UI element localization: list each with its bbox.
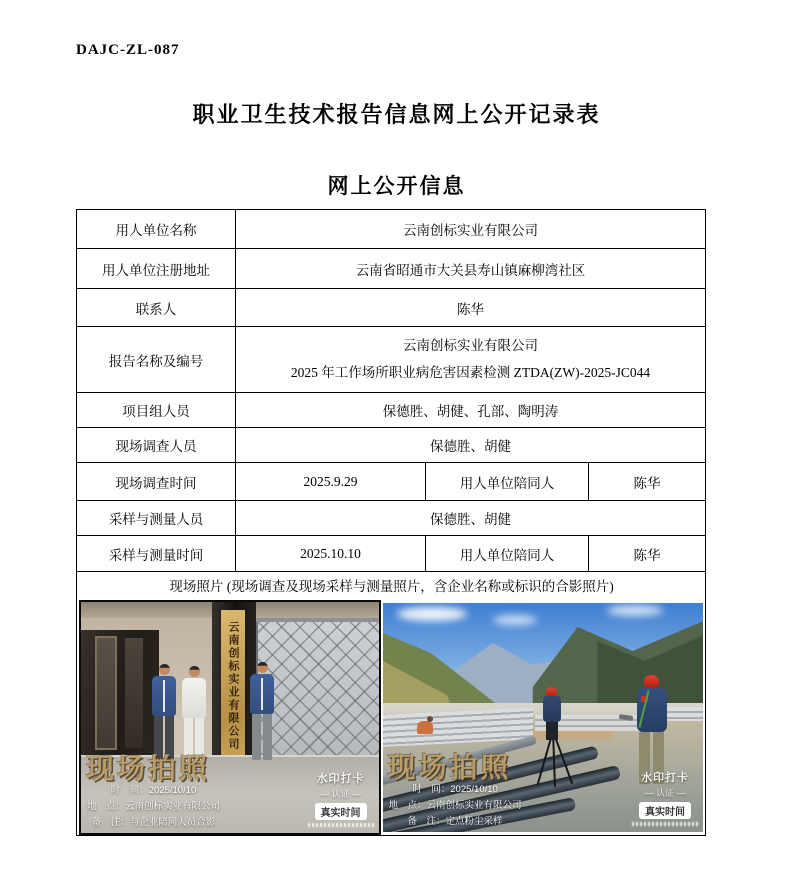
- watermark-cert-label: — 认证 —: [644, 788, 686, 798]
- report-number: 2025 年工作场所职业病危害因素检测 ZTDA(ZW)-2025-JC044: [290, 364, 651, 380]
- worker-at-tripod: [541, 687, 563, 740]
- worker-legs: [546, 722, 558, 740]
- glass-door: [95, 636, 117, 750]
- table-row: [77, 501, 706, 536]
- glass-door-panel: [125, 638, 143, 748]
- table-row: [77, 428, 706, 463]
- row-value: 保德胜、胡健: [236, 428, 706, 463]
- table-row: [77, 327, 706, 393]
- photo-cell: [77, 572, 706, 836]
- row-value: 2025.10.10: [236, 536, 426, 572]
- row-label: 用人单位注册地址: [77, 249, 236, 289]
- watermark-stamp: 现场拍照: [387, 753, 512, 784]
- real-time-badge: 真实时间: [639, 802, 691, 819]
- person-head: [257, 662, 268, 673]
- watermark-code: [308, 823, 374, 827]
- row-label: 采样与测量人员: [77, 501, 236, 536]
- table-row: [77, 289, 706, 327]
- safety-helmet: [546, 687, 557, 696]
- report-name: 云南创标实业有限公司: [403, 338, 539, 354]
- row-label: 联系人: [77, 289, 236, 327]
- worker-right: [635, 675, 669, 784]
- info-table: [76, 209, 706, 836]
- table-row: [77, 393, 706, 428]
- row-label-2: 用人单位陪同人: [426, 463, 589, 501]
- row-label: 项目组人员: [77, 393, 236, 428]
- photo-strip: [79, 600, 703, 835]
- table-row-photos: [77, 572, 706, 836]
- watermark-place: 地 点：云南创标实业有限公司: [388, 800, 522, 811]
- row-label: 用人单位名称: [77, 210, 236, 249]
- table-row: [77, 210, 706, 249]
- table-row: [77, 463, 706, 501]
- person-jacket: [250, 674, 274, 714]
- watermark-place: 地 点：云南创标实业有限公司: [87, 801, 221, 812]
- person-jacket: [182, 678, 206, 718]
- doorway: [81, 630, 159, 758]
- person-jacket: [152, 676, 176, 716]
- watermark-code: [632, 822, 698, 826]
- person-head: [159, 664, 170, 675]
- watermark-info: [389, 781, 522, 827]
- page-subtitle: 网上公开信息: [327, 174, 466, 198]
- row-label: 采样与测量时间: [77, 536, 236, 572]
- row-value: 保德胜、胡健、孔部、陶明涛: [236, 393, 706, 428]
- row-value: 2025.9.29: [236, 463, 426, 501]
- watermark-note: 备 注：定点粉尘采样: [407, 816, 503, 827]
- crouching-worker: [417, 721, 433, 734]
- row-value-2: 陈华: [589, 463, 706, 501]
- watermark-cert-label: — 认证 —: [320, 789, 362, 799]
- row-label-2: 用人单位陪同人: [426, 536, 589, 572]
- watermark-app-name: 水印打卡: [641, 772, 690, 784]
- row-value: 陈华: [236, 289, 706, 327]
- row-value-2: 陈华: [589, 536, 706, 572]
- doc-code: DAJC-ZL-087: [76, 42, 180, 58]
- row-value: 保德胜、胡健: [236, 501, 706, 536]
- watermark-cert-block: [632, 769, 698, 826]
- company-sign-plaque: 云南创标实业有限公司: [221, 610, 245, 762]
- watermark-stamp: 现场拍照: [86, 754, 211, 785]
- cloud: [607, 605, 663, 616]
- row-label: 现场调查人员: [77, 428, 236, 463]
- person-legs: [249, 714, 275, 760]
- watermark-app-name: 水印打卡: [316, 773, 365, 785]
- table-row: [77, 249, 706, 289]
- photo-caption: 现场照片 (现场调查及现场采样与测量照片，含企业名称或标识的合影照片): [169, 579, 614, 594]
- row-value: 云南省昭通市大关县寿山镇麻柳湾社区: [236, 249, 706, 289]
- watermark-cert-block: [308, 770, 374, 827]
- safety-helmet: [644, 675, 659, 687]
- photo-dust-sampling: [383, 603, 704, 832]
- watermark-note: 备 注：与企业陪同人员合影: [91, 817, 216, 828]
- row-label: 现场调查时间: [77, 463, 236, 501]
- worker-jacket: [637, 688, 667, 732]
- row-value: [236, 327, 706, 393]
- photo-site-entrance: [79, 600, 381, 835]
- row-value: 云南创标实业有限公司: [236, 210, 706, 249]
- watermark-time: 时 间：2025/10/10: [110, 785, 197, 796]
- table-row: [77, 536, 706, 572]
- page-title: 职业卫生技术报告信息网上公开记录表: [192, 102, 601, 127]
- real-time-badge: 真实时间: [315, 803, 367, 820]
- person-staff-right: [249, 662, 275, 760]
- person-head: [189, 666, 200, 677]
- watermark-info: [87, 782, 220, 828]
- row-label: 报告名称及编号: [77, 327, 236, 393]
- worker-jacket: [543, 696, 561, 722]
- watermark-time: 时 间：2025/10/10: [412, 784, 498, 795]
